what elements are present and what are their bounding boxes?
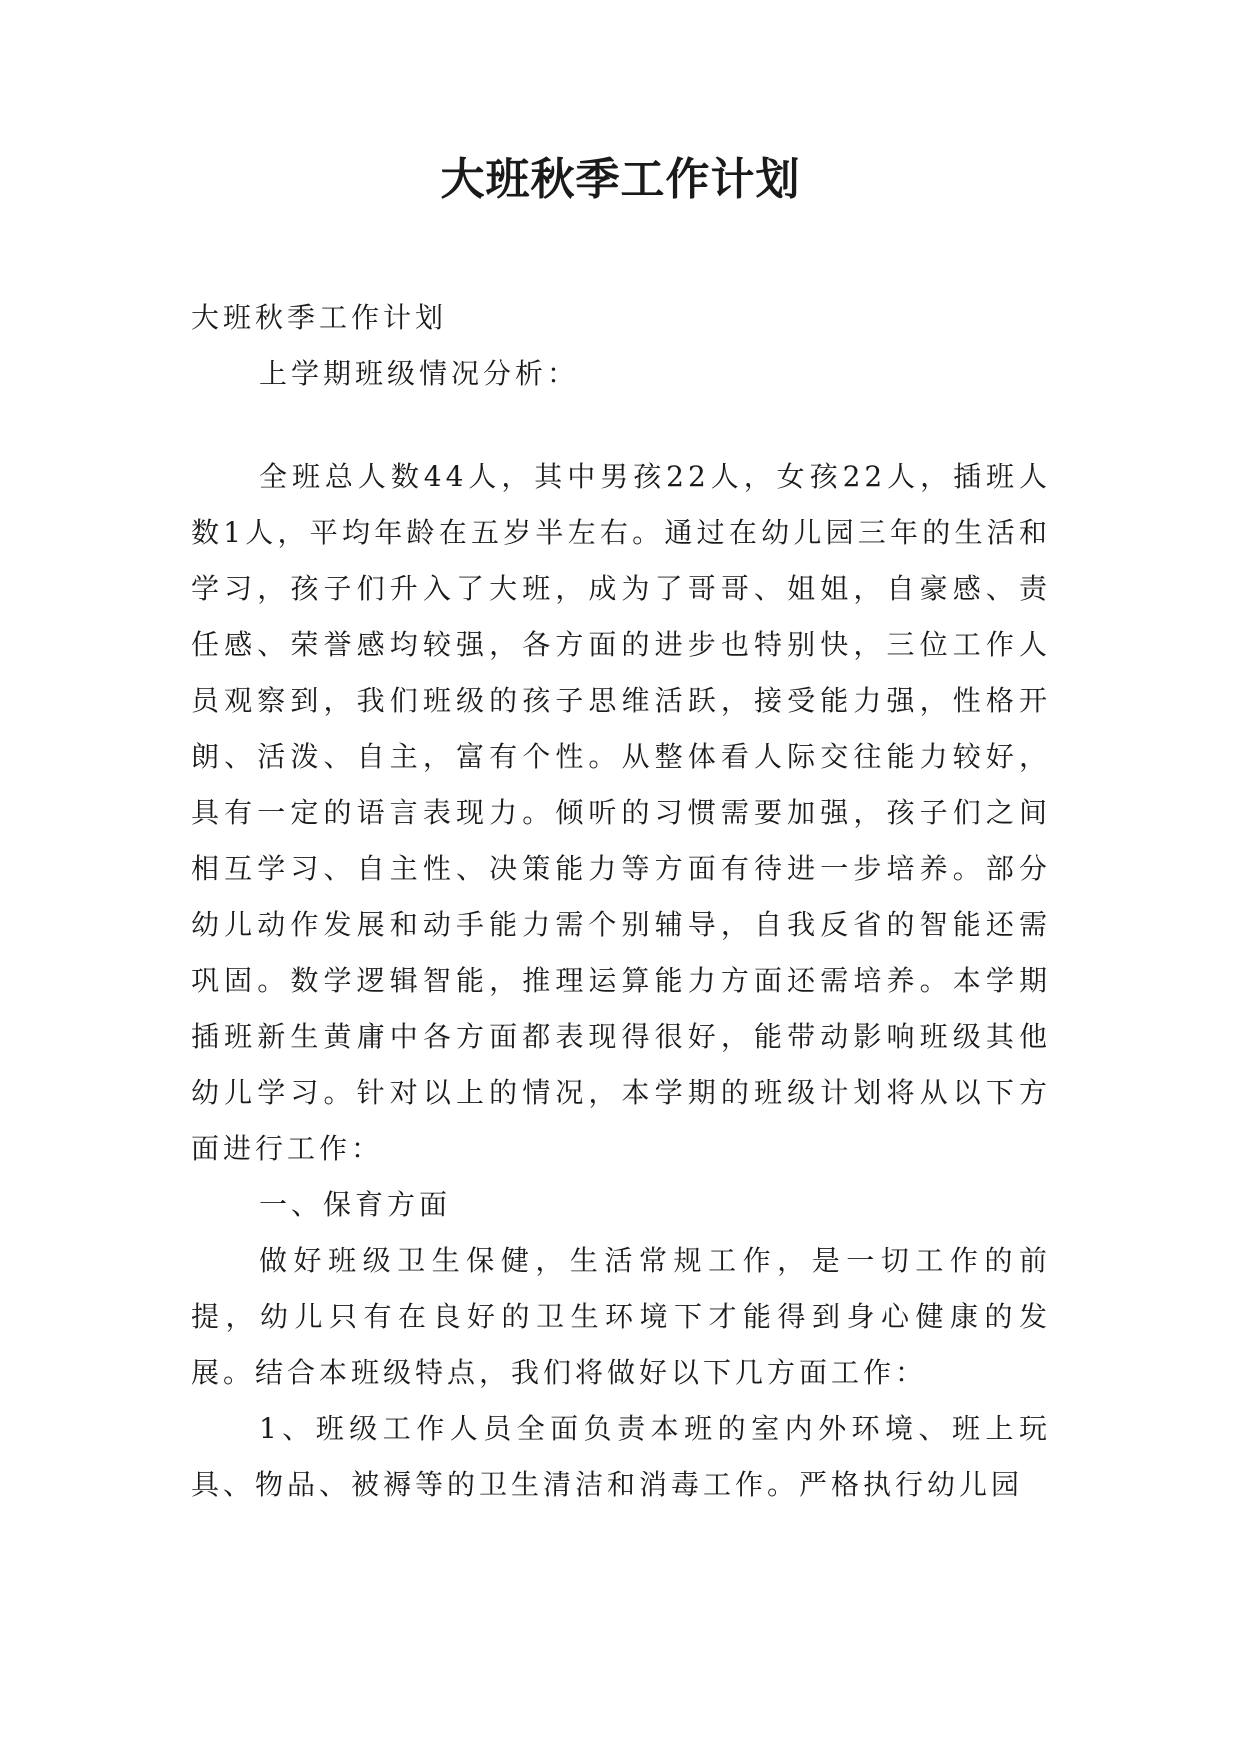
section-intro: 上学期班级情况分析： [259,357,580,390]
paragraph-gap [191,402,1051,449]
document-subtitle: 大班秋季工作计划 [191,301,448,334]
document-title: 大班秋季工作计划 [440,154,801,205]
section-heading-childcare: 一、保育方面 [259,1188,452,1221]
document-body [191,290,1051,1513]
paragraph-childcare-intro: 做好班级卫生保健，生活常规工作，是一切工作的前提，幼儿只有在良好的卫生环境下才能得到身心健康的发展。结合本班级特点，我们将做好以下几方面工作： [191,1244,1051,1389]
paragraph-class-analysis: 全班总人数44人，其中男孩22人，女孩22人，插班人数1人，平均年龄在五岁半左右。通过在幼儿园三年的生活和学习，孩子们升入了大班，成为了哥哥、姐姐，自豪感、责任感、荣誉感均较强，各方面的进步也特别快，三位工作人员观察到，我们班级的孩子思维活跃，接受能力强，性格开朗、活泼、自主，富有个性。从整体看人际交往能力较好，具有一定的语言表现力。倾听的习惯需要加强，孩子们之间相互学习、自主性、决策能力等方面有待进一步培养。部分幼儿动作发展和动手能力需个别辅导，自我反省的智能还需巩固。数学逻辑智能，推理运算能力方面还需培养。本学期插班新生黄庸中各方面都表现得很好，能带动影响班级其他幼儿学习。针对以上的情况，本学期的班级计划将从以下方面进行工作： [191,460,1051,1165]
paragraph-item-1: 1、班级工作人员全面负责本班的室内外环境、班上玩具、物品、被褥等的卫生清洁和消毒工作。严格执行幼儿园 [191,1412,1051,1501]
